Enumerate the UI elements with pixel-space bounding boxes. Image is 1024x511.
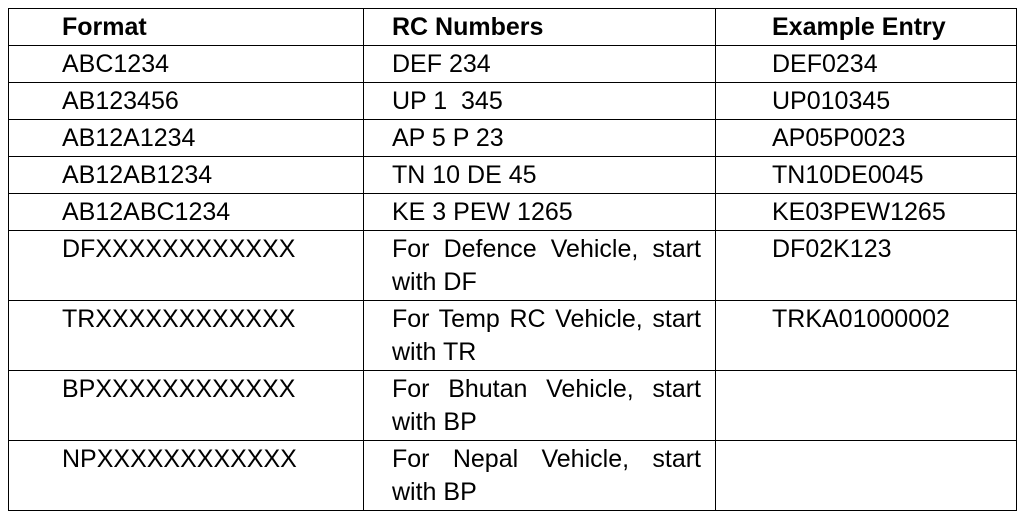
table-row [9, 46, 1017, 83]
format-cell: AB123456 [9, 83, 364, 120]
rc-number-cell: UP 1 345 [364, 83, 716, 120]
rc-format-table [8, 8, 1017, 511]
example-entry-cell: KE03PEW1265 [716, 194, 1017, 231]
rc-number-cell: KE 3 PEW 1265 [364, 194, 716, 231]
table-row [9, 157, 1017, 194]
format-cell: NPXXXXXXXXXXXX [9, 441, 364, 511]
format-cell: AB12AB1234 [9, 157, 364, 194]
header-rc-numbers: RC Numbers [364, 9, 716, 46]
example-entry-cell: DF02K123 [716, 231, 1017, 301]
example-entry-cell [716, 441, 1017, 511]
example-entry-cell: TN10DE0045 [716, 157, 1017, 194]
table-row [9, 231, 1017, 301]
table-row [9, 371, 1017, 441]
rc-number-cell: For Nepal Vehicle, start with BP [364, 441, 716, 511]
rc-number-cell: TN 10 DE 45 [364, 157, 716, 194]
rc-number-cell: AP 5 P 23 [364, 120, 716, 157]
example-entry-cell: TRKA01000002 [716, 301, 1017, 371]
format-cell: AB12ABC1234 [9, 194, 364, 231]
format-cell: TRXXXXXXXXXXXX [9, 301, 364, 371]
example-entry-cell [716, 371, 1017, 441]
example-entry-cell: AP05P0023 [716, 120, 1017, 157]
format-cell: BPXXXXXXXXXXXX [9, 371, 364, 441]
rc-number-cell: For Bhutan Vehicle, start with BP [364, 371, 716, 441]
rc-number-cell: For Temp RC Vehicle, start with TR [364, 301, 716, 371]
rc-number-cell: For Defence Vehicle, start with DF [364, 231, 716, 301]
example-entry-cell: UP010345 [716, 83, 1017, 120]
format-cell: AB12A1234 [9, 120, 364, 157]
rc-number-cell: DEF 234 [364, 46, 716, 83]
header-example-entry: Example Entry [716, 9, 1017, 46]
format-cell: DFXXXXXXXXXXXX [9, 231, 364, 301]
table-row [9, 120, 1017, 157]
table-row [9, 441, 1017, 511]
table-header-row [9, 9, 1017, 46]
table-row [9, 194, 1017, 231]
header-format: Format [9, 9, 364, 46]
table-row [9, 301, 1017, 371]
format-cell: ABC1234 [9, 46, 364, 83]
example-entry-cell: DEF0234 [716, 46, 1017, 83]
table-row [9, 83, 1017, 120]
